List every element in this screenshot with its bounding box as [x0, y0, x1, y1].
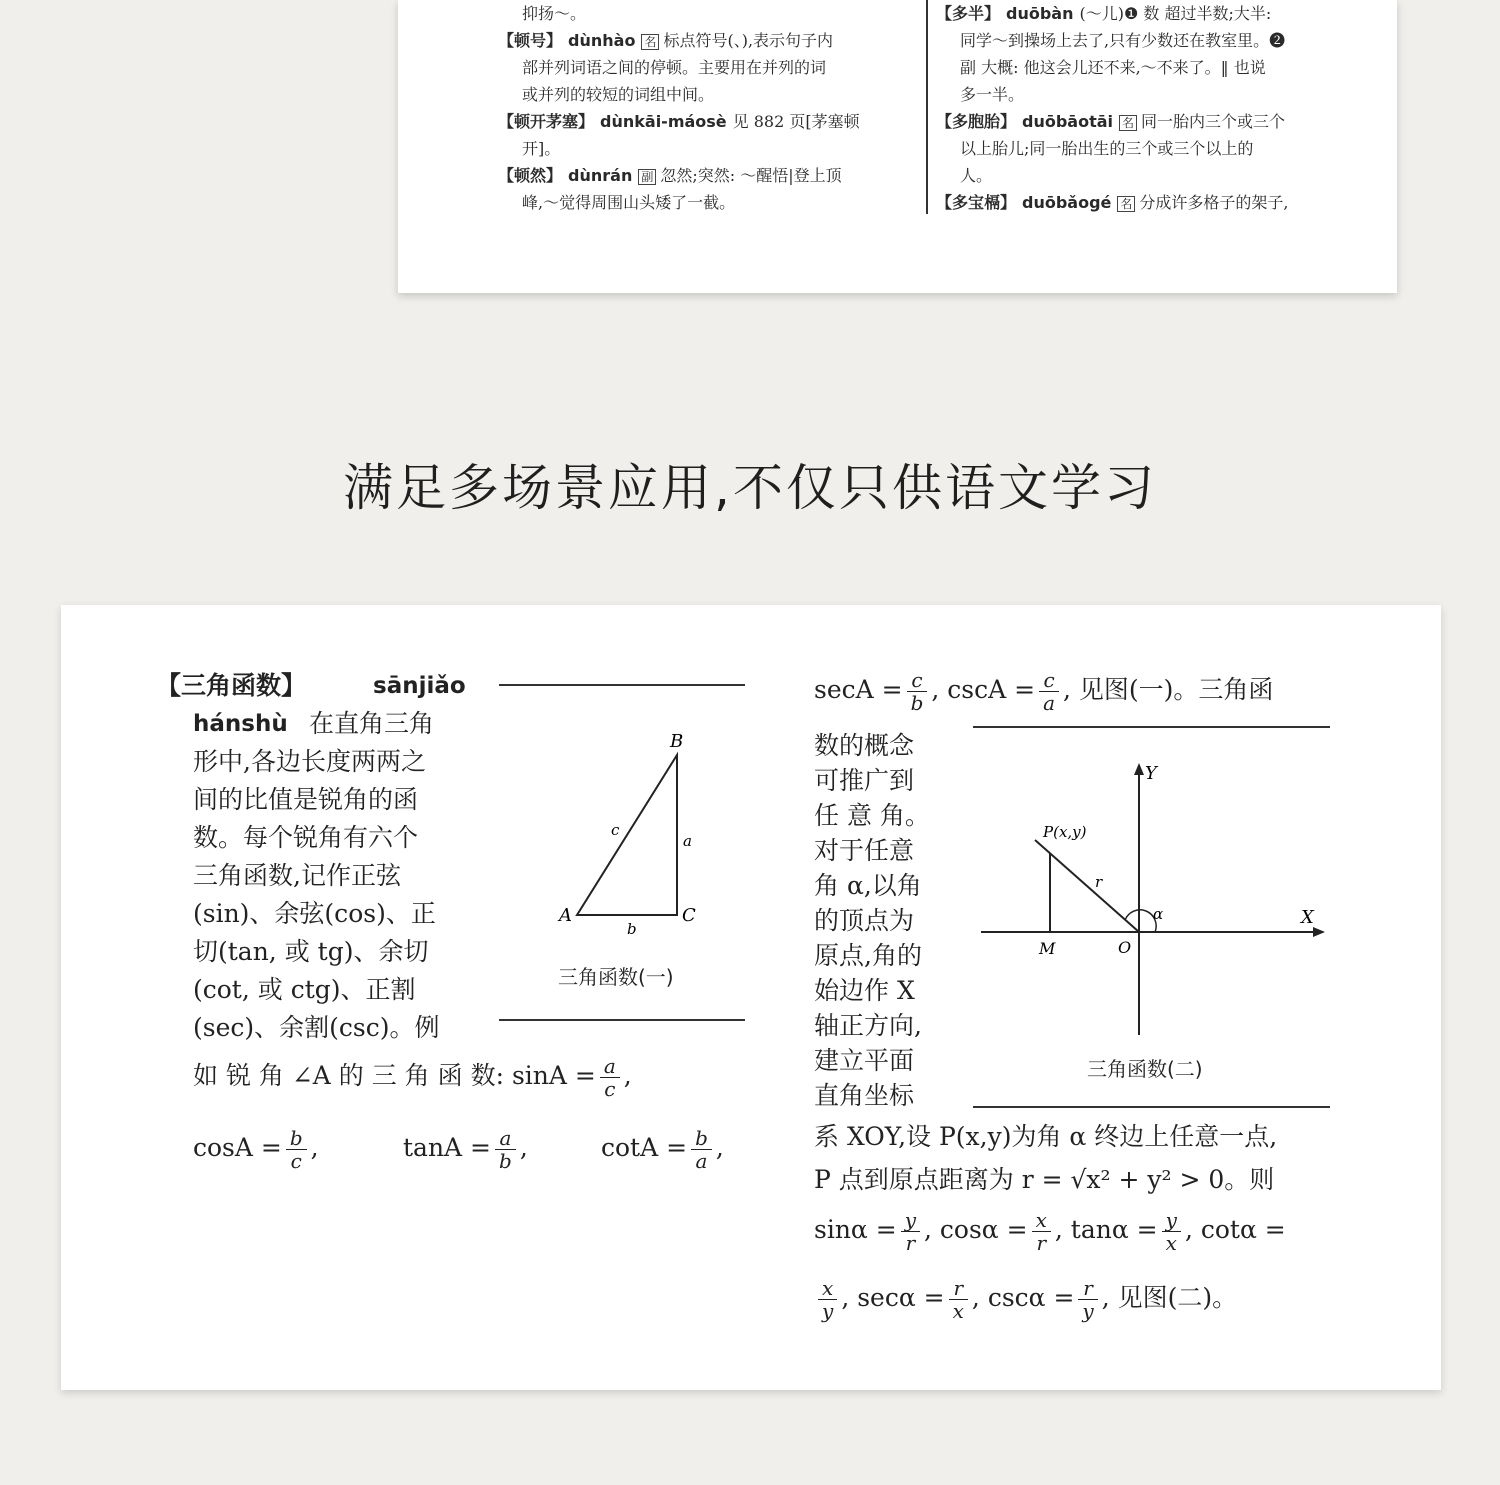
fraction-sina: $\frac{y}{r}$: [901, 1209, 920, 1254]
label-P: P(x,y): [1043, 823, 1087, 841]
label-B: B: [670, 731, 684, 752]
label-M: M: [1039, 939, 1056, 958]
entry-dunhao: 【顿号】 dùnhào 名 标点符号(、),表示句子内 部并列词语之间的停顿。主要用在并列的词 或并列的较短的词组中间。: [498, 31, 834, 104]
entry-line-right: 数的概念: [814, 731, 915, 760]
right-triangle: [577, 755, 677, 915]
entry-pinyin-1: sānjiǎo: [373, 673, 466, 699]
entry-duobaoge: 【多宝槅】 duōbǎogé 名 分成许多格子的架子,: [936, 193, 1289, 212]
entry-line-right: 的顶点为: [814, 906, 915, 935]
entry-line: 三角函数,记作正弦: [193, 861, 401, 890]
entry-line: (sec)、余割(csc)。例: [193, 1013, 440, 1042]
entry-line: (sin)、余弦(cos)、正: [193, 899, 436, 928]
fraction-cosA: $\frac{b}{c}$: [286, 1127, 307, 1172]
entry-continued: 抑扬～。: [522, 4, 587, 23]
fraction-tana: $\frac{y}{x}$: [1162, 1209, 1181, 1254]
label-a: a: [683, 832, 692, 850]
formula-alpha-row1: sinα = $\frac{y}{r}$ , cosα = $\frac{x}{r}$ , tanα = $\frac{y}{x}$ , cotα =: [814, 1208, 1286, 1255]
fraction-cota: $\frac{x}{y}$: [818, 1277, 837, 1322]
figure-2-rule-bottom: [973, 1106, 1330, 1108]
figure-rule-bottom: [499, 1019, 745, 1021]
entry-dunran: 【顿然】 dùnrán 副 忽然;突然: ～醒悟|登上顶 峰,～觉得周围山头矮了一截。: [498, 166, 842, 212]
label-r: r: [1095, 873, 1103, 891]
entry-line-right: 对于任意: [814, 836, 915, 865]
label-Y: Y: [1145, 763, 1157, 784]
angle-arc: [1125, 910, 1156, 932]
dictionary-page-main: [61, 605, 1441, 1390]
dictionary-column-right: [936, 0, 1356, 216]
example-sin: 如 锐 角 ∠A 的 三 角 函 数: sinA = $\frac{a}{c}$ ,: [193, 1054, 632, 1101]
entry-line-right: 角 α,以角: [814, 871, 922, 900]
coordinate-figure: [973, 745, 1343, 1045]
label-A: A: [559, 905, 572, 926]
fraction-tanA: $\frac{a}{b}$: [495, 1127, 516, 1172]
entry-line: 数。每个锐角有六个: [193, 823, 419, 852]
triangle-figure: [541, 720, 721, 935]
entry-line-right: 原点,角的: [814, 941, 922, 970]
figure-rule-top: [499, 684, 745, 686]
fraction-cosa: $\frac{x}{r}$: [1032, 1209, 1051, 1254]
fraction-cscA: $\frac{c}{a}$: [1039, 669, 1059, 714]
label-C: C: [682, 905, 696, 926]
entry-pinyin-2: hánshù: [193, 711, 288, 737]
example-cot: cotA = $\frac{b}{a}$ ,: [601, 1126, 724, 1173]
entry-line-xoy: 系 XOY,设 P(x,y)为角 α 终边上任意一点,: [814, 1122, 1278, 1151]
entry-line-right: 可推广到: [814, 766, 915, 795]
example-tan: tanA = $\frac{a}{b}$ ,: [403, 1126, 528, 1173]
label-c: c: [611, 821, 620, 839]
entry-line-r: P 点到原点距离为 r = √x² + y² > 0。则: [814, 1165, 1275, 1194]
entry-line: 间的比值是锐角的函: [193, 785, 419, 814]
entry-line-right: 建立平面: [814, 1046, 915, 1075]
label-alpha: α: [1153, 905, 1164, 923]
label-O: O: [1118, 938, 1132, 957]
entry-line-right: 始边作 X: [814, 976, 915, 1005]
dictionary-column-left: [498, 0, 918, 216]
x-axis-arrow: [1313, 927, 1325, 937]
entry-headword: 【三角函数】: [156, 671, 307, 700]
figure-1-caption: 三角函数(一): [558, 965, 674, 989]
figure-2-rule-top: [973, 726, 1330, 728]
entry-line: 切(tan, 或 tg)、余切: [193, 937, 429, 966]
headline: 满足多场景应用,不仅只供语文学习: [343, 459, 1157, 517]
entry-dunkai-maose: 【顿开茅塞】 dùnkāi-máosè 见 882 页[茅塞顿 开]。: [498, 112, 860, 158]
fraction-seca: $\frac{r}{x}$: [949, 1277, 968, 1322]
fraction-cotA: $\frac{b}{a}$: [691, 1127, 712, 1172]
formula-alpha-row2: $\frac{x}{y}$ , secα = $\frac{r}{x}$ , cscα = $\frac{r}{y}$ , 见图(二)。: [814, 1277, 1237, 1322]
label-X: X: [1301, 907, 1314, 928]
example-cos: cosA = $\frac{b}{c}$ ,: [193, 1126, 319, 1173]
y-axis-arrow: [1134, 763, 1144, 775]
entry-line: 形中,各边长度两两之: [193, 747, 426, 776]
fraction-csca: $\frac{r}{y}$: [1078, 1277, 1097, 1322]
label-b: b: [627, 920, 637, 935]
entry-line-right: 任 意 角。: [814, 801, 930, 830]
figure-2-caption: 三角函数(二): [1087, 1057, 1203, 1081]
column-divider: [926, 0, 928, 214]
formula-sec-csc: secA = $\frac{c}{b}$ , cscA = $\frac{c}{a}$ , 见图(一)。三角函: [814, 668, 1274, 715]
entry-line: 在直角三角: [309, 709, 435, 738]
entry-line-right: 直角坐标: [814, 1081, 915, 1110]
entry-line: (cot, 或 ctg)、正割: [193, 975, 416, 1004]
entry-duoban: 【多半】 duōbàn (～儿)❶ 数 超过半数;大半: 同学～到操场上去了,只有少数还在教室里。❷ 副 大概: 他这会儿还不来,～不来了。‖ 也说 多一半。: [936, 4, 1286, 104]
dictionary-page-top: [398, 0, 1397, 293]
fraction-sinA: $\frac{a}{c}$: [600, 1055, 620, 1100]
fraction-secA: $\frac{c}{b}$: [907, 669, 928, 714]
entry-duobaotai: 【多胞胎】 duōbāotāi 名 同一胎内三个或三个 以上胎儿;同一胎出生的三个或三个以上的 人。: [936, 112, 1286, 185]
entry-line-right: 轴正方向,: [814, 1011, 922, 1040]
